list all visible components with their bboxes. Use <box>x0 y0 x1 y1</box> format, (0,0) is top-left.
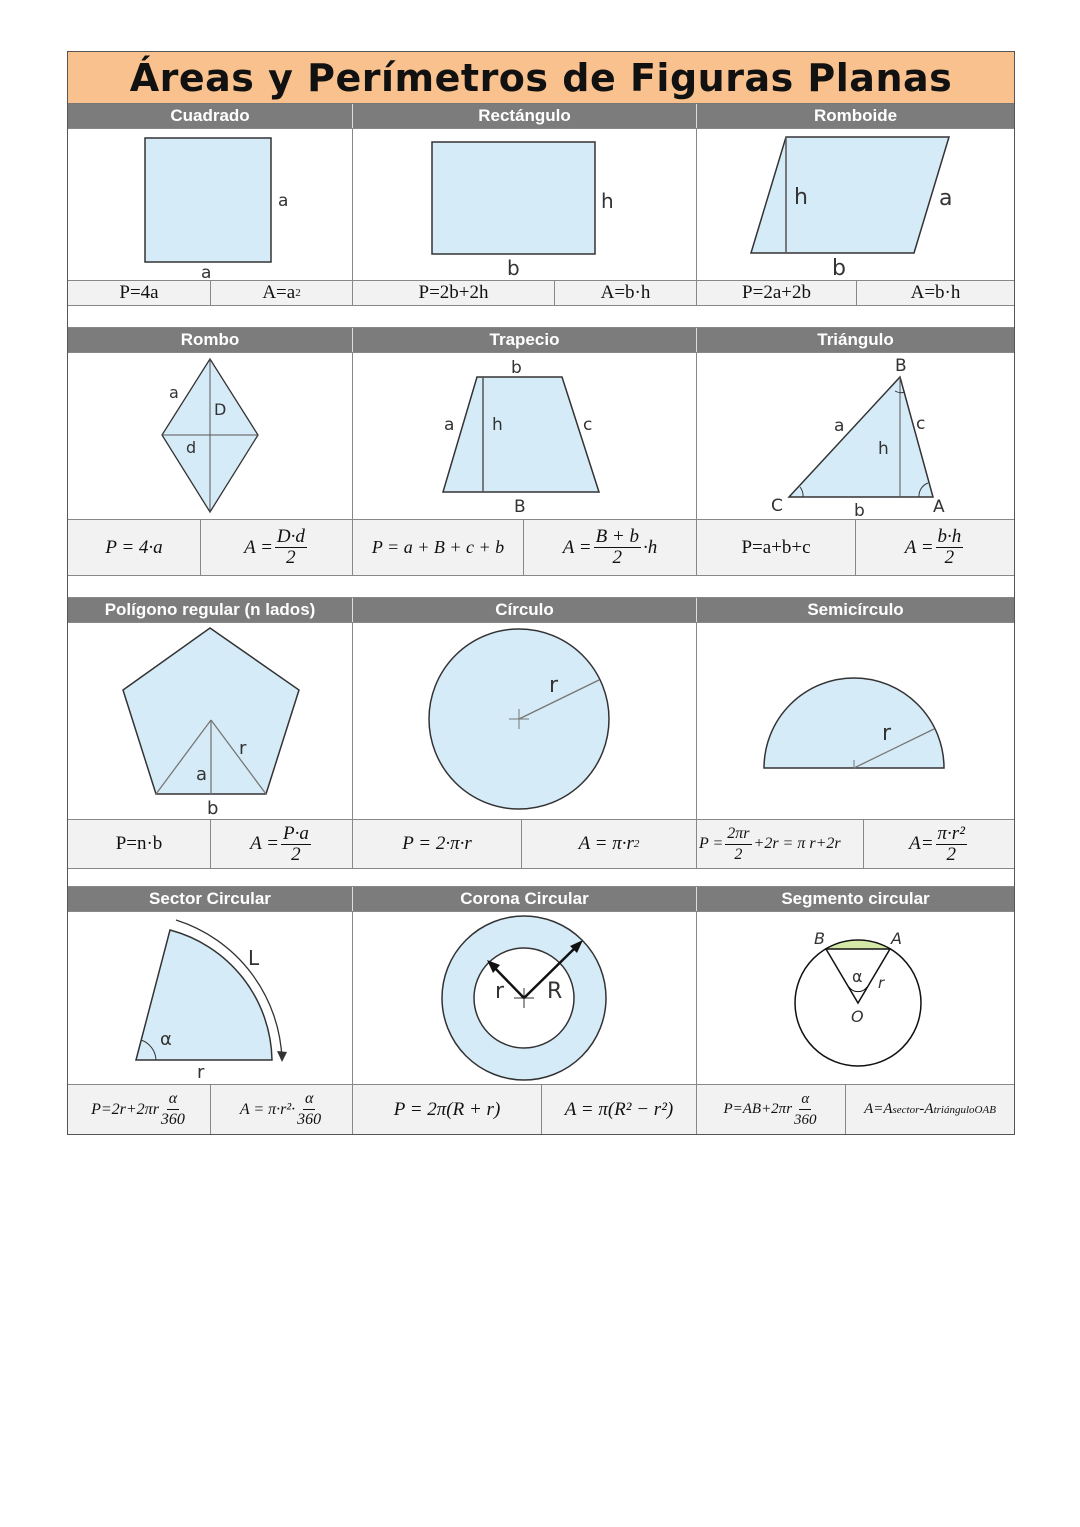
page-title: Áreas y Perímetros de Figuras Planas <box>68 52 1014 104</box>
label-a-bottom: a <box>201 263 212 280</box>
header-rectangulo: Rectángulo <box>353 104 697 128</box>
label-r: r <box>878 974 885 992</box>
figure-semicirculo <box>697 623 1014 819</box>
label-B: B <box>514 497 526 517</box>
figure-romboide <box>697 129 1014 280</box>
figure-segmento <box>697 912 1014 1084</box>
formula-perimeter-cuadrado: P=4a <box>68 281 211 305</box>
formula-area-cuadrado: A=a 2 <box>211 281 353 305</box>
label-L: L <box>248 946 260 970</box>
label-A: A <box>933 497 945 517</box>
spacer <box>68 576 1014 598</box>
label-b: b <box>507 256 520 280</box>
row-4 <box>68 887 1014 1134</box>
figure-poligono <box>68 623 353 819</box>
label-r: r <box>549 673 559 698</box>
label-r: r <box>495 979 505 1004</box>
header-semicirculo: Semicírculo <box>697 598 1014 622</box>
formula-perimeter-rombo: P = 4·a <box>68 520 201 575</box>
label-R: R <box>547 979 563 1004</box>
label-c: c <box>916 414 926 434</box>
header-romboide: Romboide <box>697 104 1014 128</box>
header-sector: Sector Circular <box>68 887 353 911</box>
formula-area-triangulo: A = $\frac{b\cdot h}{2}$ <box>904 526 962 568</box>
label-alpha: α <box>160 1029 172 1050</box>
label-A: A <box>891 929 902 948</box>
header-segmento: Segmento circular <box>697 887 1014 911</box>
formula-area-circulo: A = π·r 2 <box>522 820 697 868</box>
formula-perimeter-circulo: P = 2·π·r <box>353 820 522 868</box>
formula-perimeter-segmento: P=AB+2πr $\frac{\alpha}{360}$ <box>697 1085 846 1134</box>
label-D: D <box>214 400 227 419</box>
figure-triangulo <box>697 353 1014 519</box>
label-c: c <box>583 415 593 435</box>
label-b: b <box>854 501 865 519</box>
figure-circulo <box>353 623 697 819</box>
label-a: a <box>444 415 455 435</box>
formula-area-corona: A = π(R² − r²) <box>542 1085 697 1134</box>
formula-perimeter-corona: P = 2π(R + r) <box>353 1085 542 1134</box>
label-a: a <box>939 186 953 211</box>
formula-perimeter-trapecio: P = a + B + c + b <box>353 520 524 575</box>
label-a: a <box>834 416 845 436</box>
label-h: h <box>794 185 808 210</box>
header-circulo: Círculo <box>353 598 697 622</box>
label-r: r <box>197 1062 205 1083</box>
formula-perimeter-rectangulo: P=2b+2h <box>353 281 555 305</box>
label-b: b <box>511 358 522 378</box>
figure-corona <box>353 912 697 1084</box>
formula-area-romboide: A=b·h <box>910 282 961 303</box>
label-r: r <box>882 721 892 746</box>
formula-area-sector: A = π·r²· $\frac{\alpha}{360}$ <box>211 1085 353 1134</box>
row-3 <box>68 598 1014 869</box>
figure-rombo <box>68 353 353 519</box>
formula-perimeter-romboide: P=2a+2b <box>697 281 857 305</box>
formula-area-poligono: A = $\frac{P\cdot a}{2}$ <box>211 820 353 868</box>
label-O: O <box>851 1007 864 1026</box>
formula-perimeter-triangulo: P=a+b+c <box>697 520 856 575</box>
formula-area-rectangulo: A=b·h <box>555 281 697 305</box>
spacer <box>68 306 1014 328</box>
label-a-side: a <box>278 191 289 211</box>
formula-perimeter-semicirculo: P = $\frac{2\pi r}{2}$ +2r = π r+2r <box>697 820 864 868</box>
row-1 <box>68 104 1014 306</box>
formula-area-rombo: A = $\frac{D\cdot d}{2}$ <box>201 520 353 575</box>
spacer <box>68 869 1014 887</box>
formula-area-semicirculo: A= $\frac{\text{π·r²}}{2}$ <box>909 822 965 865</box>
header-trapecio: Trapecio <box>353 328 697 352</box>
label-r: r <box>239 738 247 759</box>
figure-trapecio <box>353 353 697 519</box>
header-rombo: Rombo <box>68 328 353 352</box>
formula-area-segmento: A=A sector -A triánguloOAB <box>864 1101 996 1117</box>
label-a: a <box>169 383 179 402</box>
figure-cuadrado <box>68 129 353 280</box>
label-h: h <box>878 439 889 459</box>
formula-area-trapecio: A = $\frac{B + b}{2}$ ·h <box>524 520 697 575</box>
label-a: a <box>196 764 208 785</box>
formula-perimeter-sector: P=2r+2πr $\frac{\alpha}{360}$ <box>68 1085 211 1134</box>
header-cuadrado: Cuadrado <box>68 104 353 128</box>
header-triangulo: Triángulo <box>697 328 1014 352</box>
formula-sheet <box>67 51 1015 1135</box>
formula-perimeter-poligono: P=n·b <box>68 820 211 868</box>
label-h: h <box>492 415 503 435</box>
header-corona: Corona Circular <box>353 887 697 911</box>
label-b: b <box>832 256 846 280</box>
row-2 <box>68 328 1014 576</box>
label-b: b <box>207 798 219 819</box>
figure-rectangulo <box>353 129 697 280</box>
label-B: B <box>814 929 825 948</box>
label-alpha: α <box>852 967 863 986</box>
header-poligono: Polígono regular (n lados) <box>68 598 353 622</box>
figure-sector <box>68 912 353 1084</box>
label-d: d <box>186 438 197 457</box>
label-h: h <box>601 189 614 213</box>
label-B: B <box>895 356 907 376</box>
label-C: C <box>771 496 783 516</box>
